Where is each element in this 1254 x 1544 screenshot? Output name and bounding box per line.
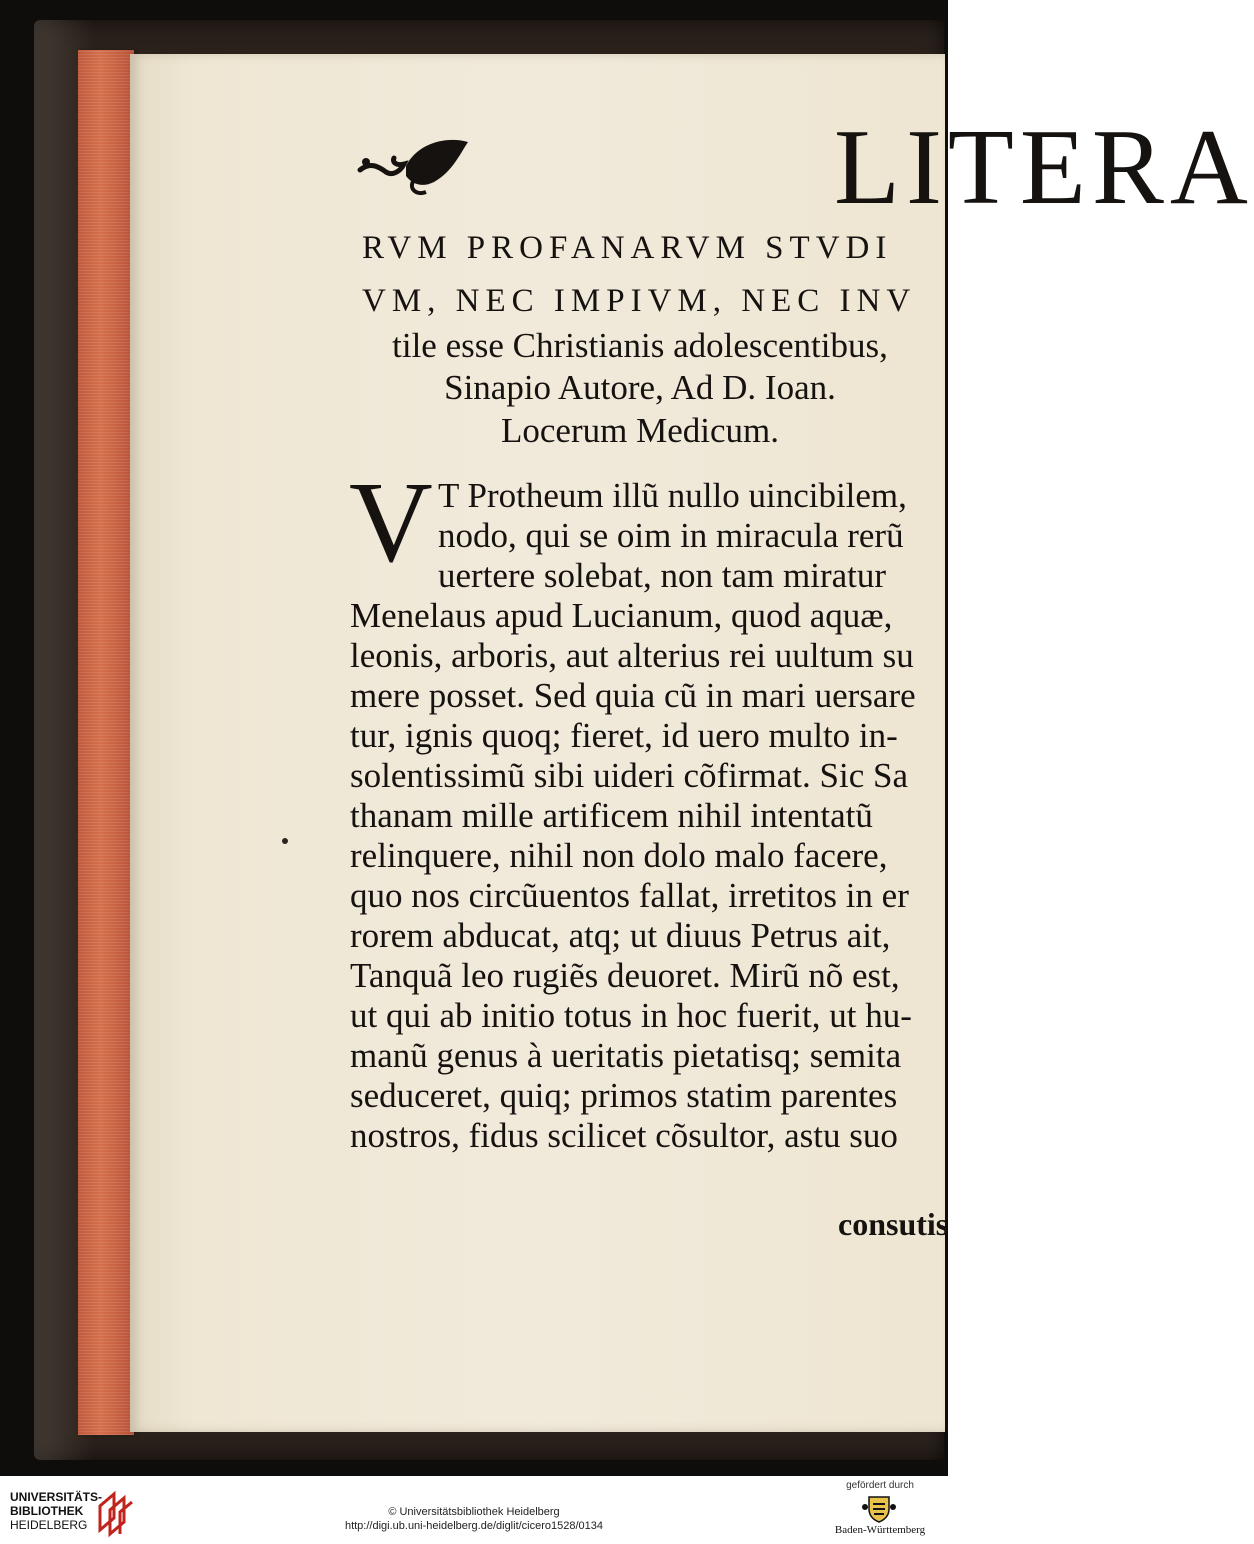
body-line: Menelaus apud Lucianum, quod aquæ, [350,596,893,635]
body-line: nostros, fidus scilicet cõsultor, astu suo [350,1116,898,1155]
body-line: relinquere, nihil non dolo malo facere, [350,836,888,875]
viewer-footer [0,1476,948,1544]
permalink-url[interactable]: http://digi.ub.uni-heidelberg.de/diglit/cicero1528/0134 [344,1520,604,1532]
body-line: Tanquã leo rugiẽs deuoret. Mirũ nõ est, [350,956,900,995]
red-page-edge [78,50,134,1435]
subtitle-caps-line-1: RVM PROFANARVM STVDI [362,230,893,266]
catchword: consutis [838,1206,949,1242]
library-name-line-2: BIBLIOTHEK [10,1504,84,1518]
sponsor-label: gefördert durch [846,1480,914,1491]
coat-of-arms-icon [862,1493,896,1523]
subtitle-line-2: Sinapio Autore, Ad D. Ioan. [444,368,836,407]
copyright-notice: © Universitätsbibliothek Heidelberg [388,1506,560,1518]
subtitle-line-1: tile esse Christianis adolescentibus, [392,326,888,365]
body-line: thanam mille artificem nihil intentatũ [350,796,873,835]
body-line: T Protheum illũ nullo uincibilem, [438,476,907,515]
subtitle-caps-line-2: VM, NEC IMPIVM, NEC INV [362,283,917,319]
body-line: leonis, arboris, aut alterius rei uultum su [350,636,914,675]
body-line: manũ genus à ueritatis pietatisq; semita [350,1036,902,1075]
printer-ornament-icon [356,132,474,198]
body-line: solentissimũ sibi uideri cõfirmat. Sic Sa [350,756,909,795]
sponsor-name: Baden-Württemberg [834,1524,926,1536]
library-name-line-1: UNIVERSITÄTS- [10,1490,103,1504]
title-text: LITERA [834,108,1254,227]
body-line: tur, ignis quoq; fieret, id uero multo in- [350,716,898,755]
body-line: quo nos circũuentos fallat, irretitos in er [350,876,909,915]
library-name-line-3: HEIDELBERG [10,1518,88,1532]
body-line: seduceret, quiq; primos statim parentes [350,1076,898,1115]
body-line: uertere solebat, non tam miratur [438,556,887,595]
ink-speck [282,838,288,844]
subtitle-line-3: Locerum Medicum. [501,411,779,450]
body-line: nodo, qui se oim in miracula rerũ [438,516,904,555]
body-line: mere posset. Sed quia cũ in mari uersare [350,676,916,715]
body-line: ut qui ab initio totus in hoc fuerit, ut hu- [350,996,912,1035]
body-line: rorem abducat, atq; ut diuus Petrus ait, [350,916,891,955]
drop-cap-initial: V [349,459,433,587]
